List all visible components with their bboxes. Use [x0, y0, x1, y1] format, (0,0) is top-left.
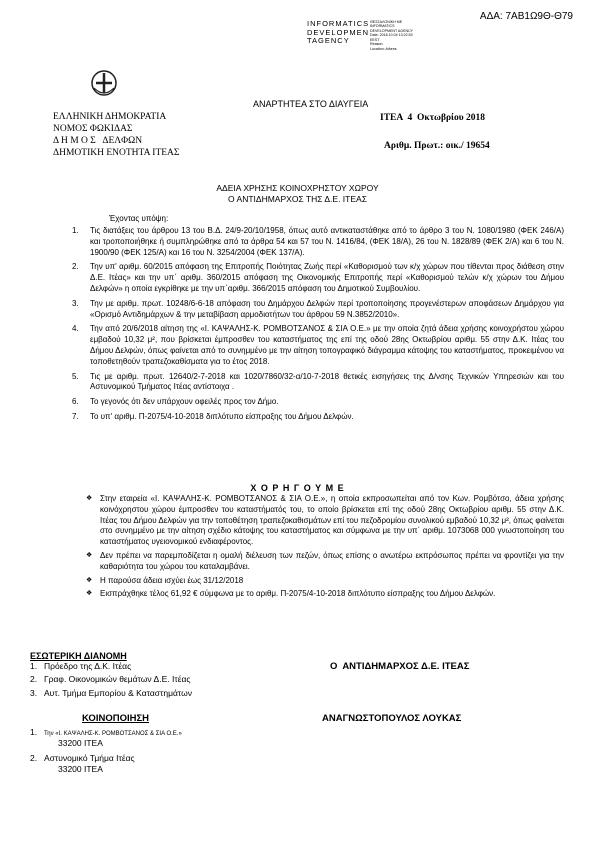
- notification-item: [30, 753, 182, 776]
- document-date: ΙΤΕΑ 4 Οκτωβρίου 2018: [380, 113, 486, 123]
- notification-item: [30, 727, 182, 750]
- signature-line: INFORMATICS: [370, 24, 395, 29]
- consideration-item: [72, 372, 564, 394]
- grants-list: [86, 494, 564, 603]
- issuer-line: ΕΛΛΗΝΙΚΗ ΔΗΜΟΚΡΑΤΙΑ: [53, 112, 167, 122]
- issuer-block: [53, 112, 179, 160]
- item-text: Τις διατάξεις του άρθρου 13 του Β.Δ. 24/9-20/10/1958, όπως αυτό αντικαταστάθηκε από το άρθρο 3 του Ν. 1080/1980 (ΦΕΚ 246/Α) και τροποποιήθηκε ή συμπληρώθηκε από τα άρθρα 54 και 57 του Ν. 1416/84, (ΦΕΚ 18/Α), 26 του Ν. 1828/89 (ΦΕΚ 2/Α) και 6 του Ν. 1900/90 (ΦΕΚ 125/Α) και 16 του Ν. 3254/2004 (ΦΕΚ 137/Α).: [90, 226, 564, 257]
- having-heading: Έχοντας υπόψη:: [109, 214, 169, 223]
- item-text: Το γεγονός ότι δεν υπάρχουν οφειλές προς τον Δήμο.: [90, 397, 279, 407]
- signatory-name: ΑΝΑΓΝΩΣΤΟΠΟΥΛΟΣ ΛΟΥΚΑΣ: [322, 713, 462, 724]
- document-subtitle: Ο ΑΝΤΙΔΗΜΑΡΧΟΣ ΤΗΣ Δ.Ε. ΙΤΕΑΣ: [228, 194, 367, 204]
- item-number: 3.: [72, 298, 79, 308]
- logo-line: DEVELOPMEN: [307, 27, 370, 37]
- consideration-item: [72, 397, 564, 408]
- item-text: Την από 20/6/2018 αίτηση της «Ι. ΚΑΨΑΛΗΣ-Κ. ΡΟΜΒΟΤΣΑΝΟΣ & ΣΙΑ Ο.Ε.» με την οποία ζητά άδεια χρήσης κοινοχρήστου χώρου εμβαδού 10,32 μ², που βρίσκεται έμπροσθεν του καταστήματος της επί της οδού 28ης Οκτωβρίου αριθμ. 55 στην Δ.Κ. Ιτέας του Δήμου Δελφών, όπως φαίνεται από το συνημμένο με την αίτηση τοπογραφικό διάγραμμα κάτοψης του καταστήματος, προκειμένου να τοποθετηθούν τραπεζοκαθίσματα για το έτος 2018.: [90, 324, 564, 366]
- item-address: 33200 ΙΤΕΑ: [58, 738, 103, 749]
- grant-text: Η παρούσα άδεια ισχύει έως 31/12/2018: [100, 575, 244, 585]
- grant-item: [86, 576, 564, 587]
- bullet-icon: ❖: [86, 590, 93, 598]
- grant-text: Στην εταιρεία «Ι. ΚΑΨΑΛΗΣ-Κ. ΡΟΜΒΟΤΣΑΝΟΣ & ΣΙΑ Ο.Ε.», η οποία εκπροσωπείται από τον Κων. Ρομβότσο, άδεια χρήσης κοινόχρηστου χώρου έμπροσθεν του καταστήματός του, το οποίο βρίσκεται επί της οδού 28ης Οκτωβρίου αριθμ. 55 στην Δ.Κ. Ιτέας του Δήμου Δελφών για την τοποθέτηση τραπεζοκαθισμάτων επί του πεζοδρομίου συνολικού εμβαδού 10,32 μ², όπως φαίνεται στο συνημμένο με την αίτηση σχέδιο κάτοψης του καταστήματος και σύμφωνα με την υπ΄ αριθμ. 1073068 000 γνωστοποίηση του καταστήματος υγειονομικού ενδιαφέροντος.: [100, 494, 564, 547]
- grant-heading: Χ Ο Ρ Η Γ Ο Υ Μ Ε: [250, 483, 345, 493]
- digital-signature-logo: [307, 20, 369, 46]
- signature-line: Reason:: [370, 42, 384, 47]
- signature-line: ΘΕΣΣΑΛΟΝΙΚΗ ΜΕ: [370, 20, 403, 24]
- document-title: ΑΔΕΙΑ ΧΡΗΣΗΣ ΚΟΙΝΟΧΡΗΣΤΟΥ ΧΩΡΟΥ: [216, 183, 379, 193]
- logo-line: INFORMATICS: [307, 19, 370, 28]
- item-number: 2.: [72, 262, 79, 272]
- item-text: Την υπ' αριθμ. 60/2015 απόφαση της Επιτροπής Ποιότητας Ζωής περί «Καθορισμού των κ/χ χώρων που τίθενται προς διάθεση στην Δ.Ε. Ιτέας» και την υπ΄ αριθμ. 360/2015 απόφαση της Οικονομικής Επιτροπής περί «Καθορισμού τελών κ/χ χώρων του Δήμου Δελφών» η οποία εγκρίθηκε με την υπ΄αριθμ. 366/2015 απόφαση του Δημοτικού Συμβουλίου.: [90, 262, 564, 293]
- deputy-signature-title: Ο ΑΝΤΙΔΗΜΑΡΧΟΣ Δ.Ε. ΙΤΕΑΣ: [330, 661, 470, 672]
- logo-line: TAGENCY: [307, 36, 350, 46]
- distribution-title: ΕΣΩΤΕΡΙΚΗ ΔΙΑΝΟΜΗ: [30, 651, 127, 661]
- distribution-item: [30, 674, 192, 685]
- item-text: Το υπ' αριθμ. Π-2075/4-10-2018 διπλότυπο είσπραξης του Δήμου Δελφών.: [90, 411, 354, 421]
- considerations-list: [72, 226, 564, 427]
- item-number: 7.: [72, 411, 79, 421]
- distribution-item: [30, 688, 192, 699]
- issuer-line: ΝΟΜΟΣ ΦΩΚΙΔΑΣ: [53, 123, 133, 134]
- grant-text: Δεν πρέπει να παρεμποδίζεται η ομαλή διέλευση των πεζών, όπως επίσης ο ανωτέρω εκπρόσωπος πρέπει να φροντίζει για την καθαριότητα του χώρου του καταλαμβάνει.: [100, 550, 564, 571]
- item-text: Τις με αριθμ. πρωτ. 12640/2-7-2018 και 1020/7860/32-α/10-7-2018 θετικές εισηγήσεις της Δ/νσης Τεχνικών Υπηρεσιών και του Αστυνομικού Τμήματος Ιτέας αντίστοιχα .: [90, 371, 564, 392]
- signature-line: DEVELOPMENT AGENCY: [370, 28, 414, 33]
- consideration-item: [72, 324, 564, 367]
- item-text: Πρόεδρο της Δ.Κ. Ιτέας: [44, 661, 132, 671]
- item-number: 6.: [72, 397, 79, 407]
- bullet-icon: ❖: [86, 495, 93, 502]
- grant-text: Εισπράχθηκε τέλος 61,92 € σύμφωνα με το αριθμ. Π-2075/4-10-2018 διπλότυπο είσπραξης του Δήμου Δελφών.: [100, 589, 496, 599]
- signature-line: EEST: [370, 37, 380, 42]
- item-text: Γραφ. Οικονομικών θεμάτων Δ.Ε. Ιτέας: [44, 674, 191, 685]
- item-number: 1.: [72, 226, 79, 235]
- bullet-icon: ❖: [86, 576, 93, 584]
- item-address: 33200 ΙΤΕΑ: [58, 764, 103, 775]
- item-text: Αυτ. Τμήμα Εμπορίου & Καταστημάτων: [44, 687, 193, 698]
- publish-note: ΑΝΑΡΤΗΤΕΑ ΣΤΟ ΔΙΑΥΓΕΙΑ: [253, 99, 369, 109]
- distribution-list: [30, 661, 192, 701]
- consideration-item: [72, 226, 564, 258]
- signature-line: Date: 2018.10.04 13:22:53: [370, 33, 413, 38]
- consideration-item: [72, 299, 564, 321]
- grant-item: [86, 494, 564, 548]
- item-text: Την με αριθμ. πρωτ. 10248/6-6-18 απόφαση του Δημάρχου Δελφών περί τροποποίησης προγενέστερων αποφάσεων Δημάρχου για «Ορισμό Αντιδημάρχων & την μεταβίβαση αρμοδιοτήτων του άρθρου 59 Ν.3852/2010».: [90, 298, 564, 319]
- consideration-item: [72, 412, 564, 423]
- item-text: Αστυνομικό Τμήμα Ιτέας: [44, 752, 135, 763]
- grant-item: [86, 551, 564, 573]
- item-number: 2.: [30, 752, 38, 763]
- notification-title: ΚΟΙΝΟΠΟΙΗΣΗ: [82, 713, 150, 724]
- item-number: 1.: [30, 727, 38, 737]
- grant-item: [86, 589, 564, 600]
- issuer-line: ΔΗΜΟΤΙΚΗ ΕΝΟΤΗΤΑ ΙΤΕΑΣ: [53, 147, 180, 158]
- bullet-icon: ❖: [86, 551, 93, 559]
- item-number: 4.: [72, 324, 79, 334]
- item-number: 5.: [72, 371, 79, 381]
- ada-code: ΑΔΑ: 7ΑΒ1Ω9Θ-Θ79: [479, 11, 573, 22]
- notification-list: [30, 727, 182, 779]
- item-number: 3.: [30, 687, 38, 698]
- consideration-item: [72, 262, 564, 294]
- digital-signature-details: [370, 20, 430, 51]
- protocol-number: Αριθμ. Πρωτ.: οικ./ 19654: [384, 141, 490, 151]
- issuer-line: Δ Η Μ Ο Σ ΔΕΛΦΩΝ: [53, 135, 143, 146]
- item-text: Την «Ι. ΚΑΨΑΛΗΣ-Κ. ΡΟΜΒΟΤΣΑΝΟΣ & ΣΙΑ Ο.Ε.»: [44, 731, 182, 737]
- distribution-item: [30, 661, 192, 672]
- signature-line: Location: Athens: [370, 46, 397, 51]
- item-number: 1.: [30, 661, 38, 671]
- item-number: 2.: [30, 674, 38, 685]
- greek-emblem-icon: [91, 68, 117, 100]
